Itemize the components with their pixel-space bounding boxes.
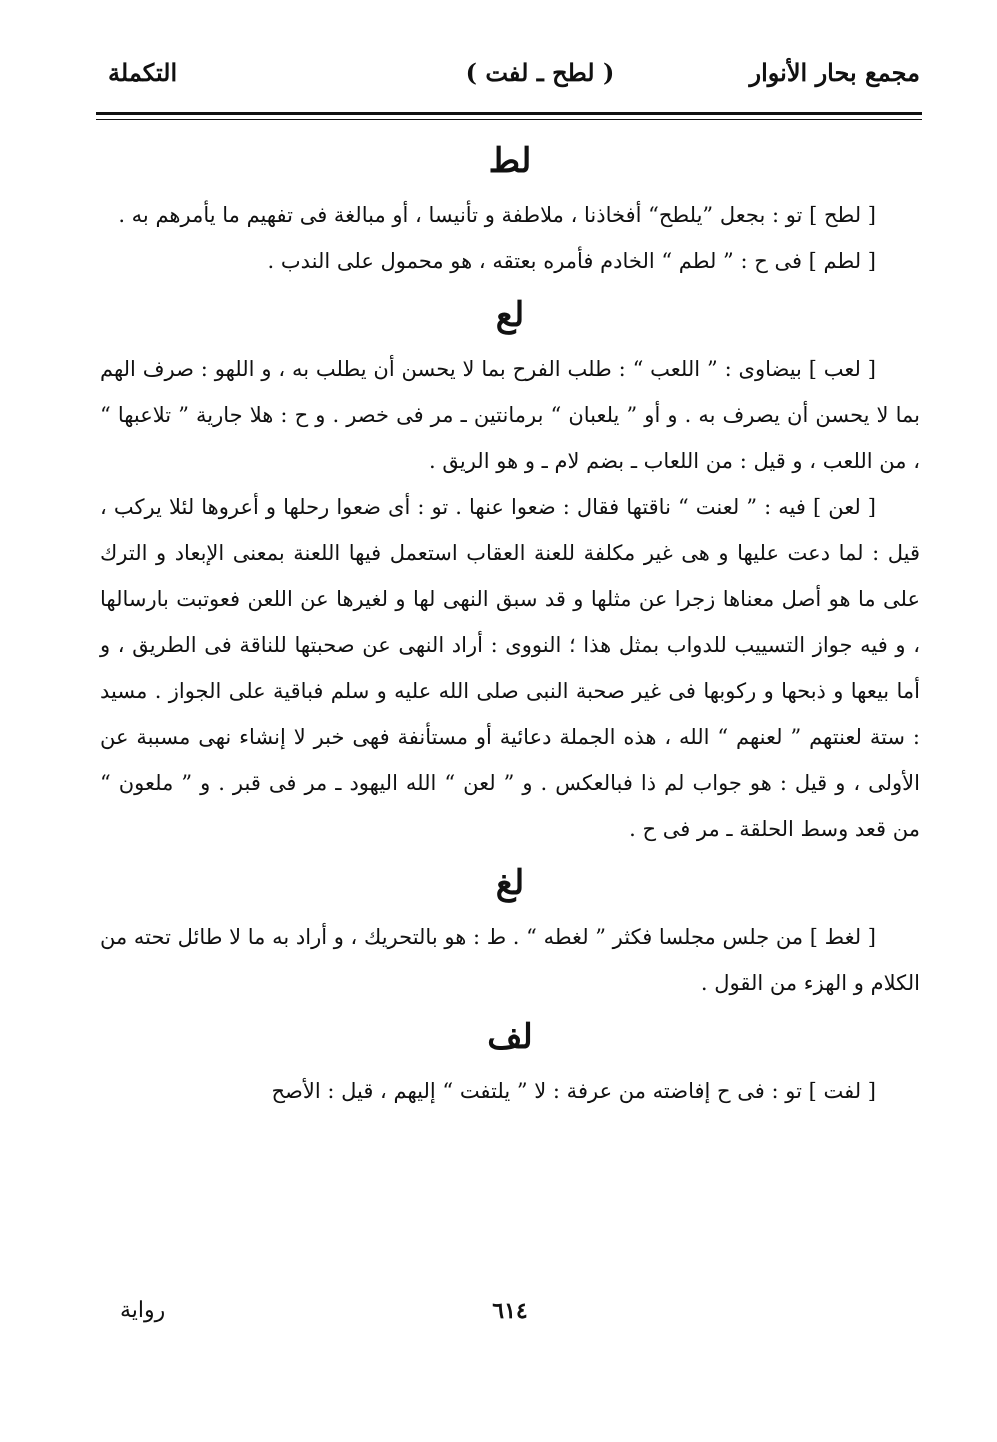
page-footer [100, 1298, 920, 1338]
entry-paragraph: [ لغط ] من جلس مجلسا فكثر ” لغطه “ . ط : هو بالتحريك ، و أراد به ما لا طائل تحته من الكلام و الهزء من القول . [100, 925, 920, 995]
page-number: ٦١٤ [492, 1298, 528, 1324]
header-rule-thick [96, 112, 922, 115]
entry-range: ( لطح ـ لفت ) [465, 58, 615, 87]
catchword: رواية [120, 1298, 166, 1323]
header-rule-thin [96, 119, 922, 120]
entry-paragraph: [ لطح ] تو : بجعل ”يلطح“ أفخاذنا ، ملاطفة و تأنيسا ، أو مبالغة فى تفهيم ما يأمرهم به . [118, 203, 876, 227]
section-heading: لط [488, 141, 532, 181]
entry-paragraph: [ لعب ] بيضاوى : ” اللعب “ : طلب الفرح بما لا يحسن أن يطلب به ، و اللهو : صرف الهم بما لا يحسن أن يصرف به . و أو ” يلعبان “ برمانتين ـ مر فى خصر . و ح : هلا جارية ” تلاعبها “ ، من اللعب ، و قيل : من اللعاب ـ بضم لام ـ و هو الريق . [100, 357, 920, 473]
section-heading: لغ [495, 863, 525, 903]
section-heading: لف [487, 1017, 533, 1057]
book-title: مجمع بحار الأنوار [749, 58, 920, 87]
page-body [100, 130, 920, 1114]
entry-paragraph: [ لطم ] فى ح : ” لطم “ الخادم فأمره بعتقه ، هو محمول على الندب . [267, 249, 876, 273]
page-header [100, 58, 920, 98]
section-label: التكملة [108, 58, 178, 87]
section-heading: لع [495, 295, 525, 335]
entry-paragraph: [ لفت ] تو : فى ح إفاضته من عرفة : لا ” يلتفت “ إليهم ، قيل : الأصح [271, 1079, 876, 1103]
entry-paragraph: [ لعن ] فيه : ” لعنت “ ناقتها فقال : ضعوا عنها . تو : أى ضعوا رحلها و أعروها لئلا يركب ، قيل : لما دعت عليها و هى غير مكلفة للعنة العقاب استعمل فيها اللعنة بمعنى الإبعاد و الترك على ما هو أصل معناها زجرا عن مثلها و قد سبق النهى لها و لغيرها عن اللعن فعوتبت بارسالها ، و فيه جواز التسييب للدواب بمثل هذا ؛ النووى : أراد النهى عن صحبتها للناقة فى الطريق ، و أما بيعها و ذبحها و ركوبها فى غير صحبة النبى صلى الله عليه و سلم فباقية على الجواز . مسيد : ستة لعنتهم ” لعنهم “ الله ، هذه الجملة دعائية أو مستأنفة فهى خبر لا إنشاء نهى مسببة عن الأولى ، و قيل : هو جواب لم ذا فبالعكس . و ” لعن “ الله اليهود ـ مر فى قبر . و ” ملعون “ من قعد وسط الحلقة ـ مر فى ح . [100, 495, 920, 841]
